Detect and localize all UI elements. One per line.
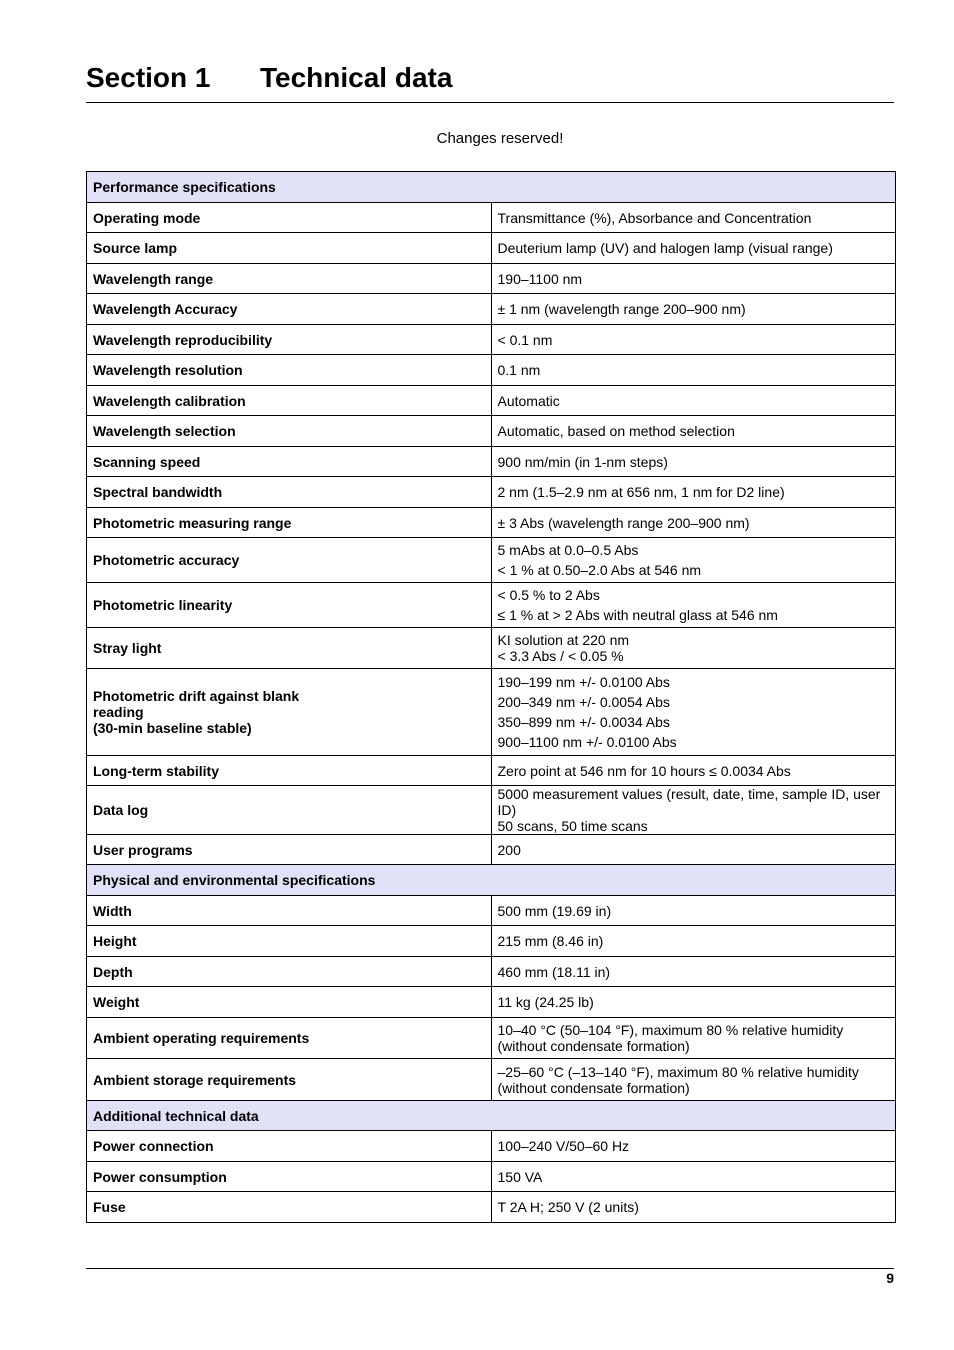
- spec-value: 10–40 °C (50–104 °F), maximum 80 % relative humidity (without condensate formation): [491, 1018, 896, 1059]
- spec-label: Fuse: [87, 1192, 492, 1223]
- spec-label: Photometric accuracy: [87, 538, 492, 583]
- spec-value: 215 mm (8.46 in): [491, 926, 896, 957]
- spec-label: Weight: [87, 987, 492, 1018]
- spec-label: Power consumption: [87, 1162, 492, 1192]
- spec-label: Depth: [87, 957, 492, 987]
- spec-value: 0.1 nm: [491, 355, 896, 386]
- table-row: [87, 896, 896, 926]
- table-row: [87, 835, 896, 865]
- section-row-physical: [87, 865, 896, 896]
- table-row: [87, 926, 896, 957]
- spec-label: Operating mode: [87, 203, 492, 233]
- table-row: [87, 477, 896, 508]
- spec-value: 2 nm (1.5–2.9 nm at 656 nm, 1 nm for D2 line): [491, 477, 896, 508]
- technical-data-table: [86, 171, 896, 1223]
- section-row-additional: [87, 1101, 896, 1131]
- spec-label: Photometric linearity: [87, 583, 492, 628]
- section-row-performance: [87, 172, 896, 203]
- footer-divider: [86, 1268, 894, 1269]
- spec-label: Ambient operating requirements: [87, 1018, 492, 1059]
- section-heading: Additional technical data: [87, 1101, 896, 1131]
- spec-value: 460 mm (18.11 in): [491, 957, 896, 987]
- spec-label: Wavelength reproducibility: [87, 325, 492, 355]
- spec-value: 500 mm (19.69 in): [491, 896, 896, 926]
- spec-value: 5 mAbs at 0.0–0.5 Abs < 1 % at 0.50–2.0 Abs at 546 nm: [491, 538, 896, 583]
- spec-label: Width: [87, 896, 492, 926]
- table-row: [87, 508, 896, 538]
- section-title: Technical data: [260, 62, 453, 93]
- spec-label: Height: [87, 926, 492, 957]
- table-row: [87, 987, 896, 1018]
- section-number: Section 1: [86, 62, 211, 93]
- spec-label: Wavelength calibration: [87, 386, 492, 416]
- spec-label: Wavelength range: [87, 264, 492, 294]
- spec-value: KI solution at 220 nm < 3.3 Abs / < 0.05 %: [491, 628, 896, 669]
- spec-value: –25–60 °C (–13–140 °F), maximum 80 % relative humidity (without condensate formation): [491, 1059, 896, 1101]
- spec-label: Ambient storage requirements: [87, 1059, 492, 1101]
- section-heading: Physical and environmental specifications: [87, 865, 896, 896]
- table-row: [87, 416, 896, 447]
- spec-value: 900 nm/min (in 1-nm steps): [491, 447, 896, 477]
- spec-value: 100–240 V/50–60 Hz: [491, 1131, 896, 1162]
- table-row: [87, 1059, 896, 1101]
- spec-label: Photometric drift against blank reading (30-min baseline stable): [87, 669, 492, 756]
- spec-label: Stray light: [87, 628, 492, 669]
- table-row: [87, 1162, 896, 1192]
- table-row: [87, 447, 896, 477]
- spec-label: Spectral bandwidth: [87, 477, 492, 508]
- table-row: [87, 355, 896, 386]
- spec-value: 150 VA: [491, 1162, 896, 1192]
- spec-label: Wavelength Accuracy: [87, 294, 492, 325]
- table-row: [87, 264, 896, 294]
- spec-value: T 2A H; 250 V (2 units): [491, 1192, 896, 1223]
- table-row: [87, 583, 896, 628]
- spec-value: Automatic, based on method selection: [491, 416, 896, 447]
- spec-label: Wavelength selection: [87, 416, 492, 447]
- spec-label: Photometric measuring range: [87, 508, 492, 538]
- changes-notice: Changes reserved!: [436, 130, 564, 147]
- spec-label: Wavelength resolution: [87, 355, 492, 386]
- spec-value: 190–199 nm +/- 0.0100 Abs 200–349 nm +/- 0.0054 Abs 350–899 nm +/- 0.0034 Abs 900–1100 nm +/- 0.0100 Abs: [491, 669, 896, 756]
- spec-label: Scanning speed: [87, 447, 492, 477]
- spec-value: 11 kg (24.25 lb): [491, 987, 896, 1018]
- table-row: [87, 294, 896, 325]
- spec-value: 5000 measurement values (result, date, time, sample ID, user ID) 50 scans, 50 time scans: [491, 786, 896, 835]
- spec-value: ± 3 Abs (wavelength range 200–900 nm): [491, 508, 896, 538]
- spec-value: ± 1 nm (wavelength range 200–900 nm): [491, 294, 896, 325]
- spec-label: Data log: [87, 786, 492, 835]
- spec-label: Source lamp: [87, 233, 492, 264]
- table-row: [87, 203, 896, 233]
- table-row: [87, 628, 896, 669]
- table-row: [87, 756, 896, 786]
- spec-label: User programs: [87, 835, 492, 865]
- table-row: [87, 1018, 896, 1059]
- spec-value: 190–1100 nm: [491, 264, 896, 294]
- table-row: [87, 233, 896, 264]
- table-row: [87, 1131, 896, 1162]
- table-row: [87, 957, 896, 987]
- spec-value: < 0.1 nm: [491, 325, 896, 355]
- table-row: [87, 325, 896, 355]
- spec-value: Automatic: [491, 386, 896, 416]
- spec-label: Power connection: [87, 1131, 492, 1162]
- spec-value: 200: [491, 835, 896, 865]
- spec-label: Long-term stability: [87, 756, 492, 786]
- table-row: [87, 786, 896, 835]
- spec-value: Deuterium lamp (UV) and halogen lamp (visual range): [491, 233, 896, 264]
- section-heading: Performance specifications: [87, 172, 896, 203]
- table-row: [87, 386, 896, 416]
- page-number: 9: [886, 1270, 894, 1286]
- table-row: [87, 538, 896, 583]
- table-row: [87, 1192, 896, 1223]
- spec-value: < 0.5 % to 2 Abs ≤ 1 % at > 2 Abs with neutral glass at 546 nm: [491, 583, 896, 628]
- page-header: [86, 58, 894, 103]
- spec-value: Transmittance (%), Absorbance and Concentration: [491, 203, 896, 233]
- table-row: [87, 669, 896, 756]
- spec-value: Zero point at 546 nm for 10 hours ≤ 0.0034 Abs: [491, 756, 896, 786]
